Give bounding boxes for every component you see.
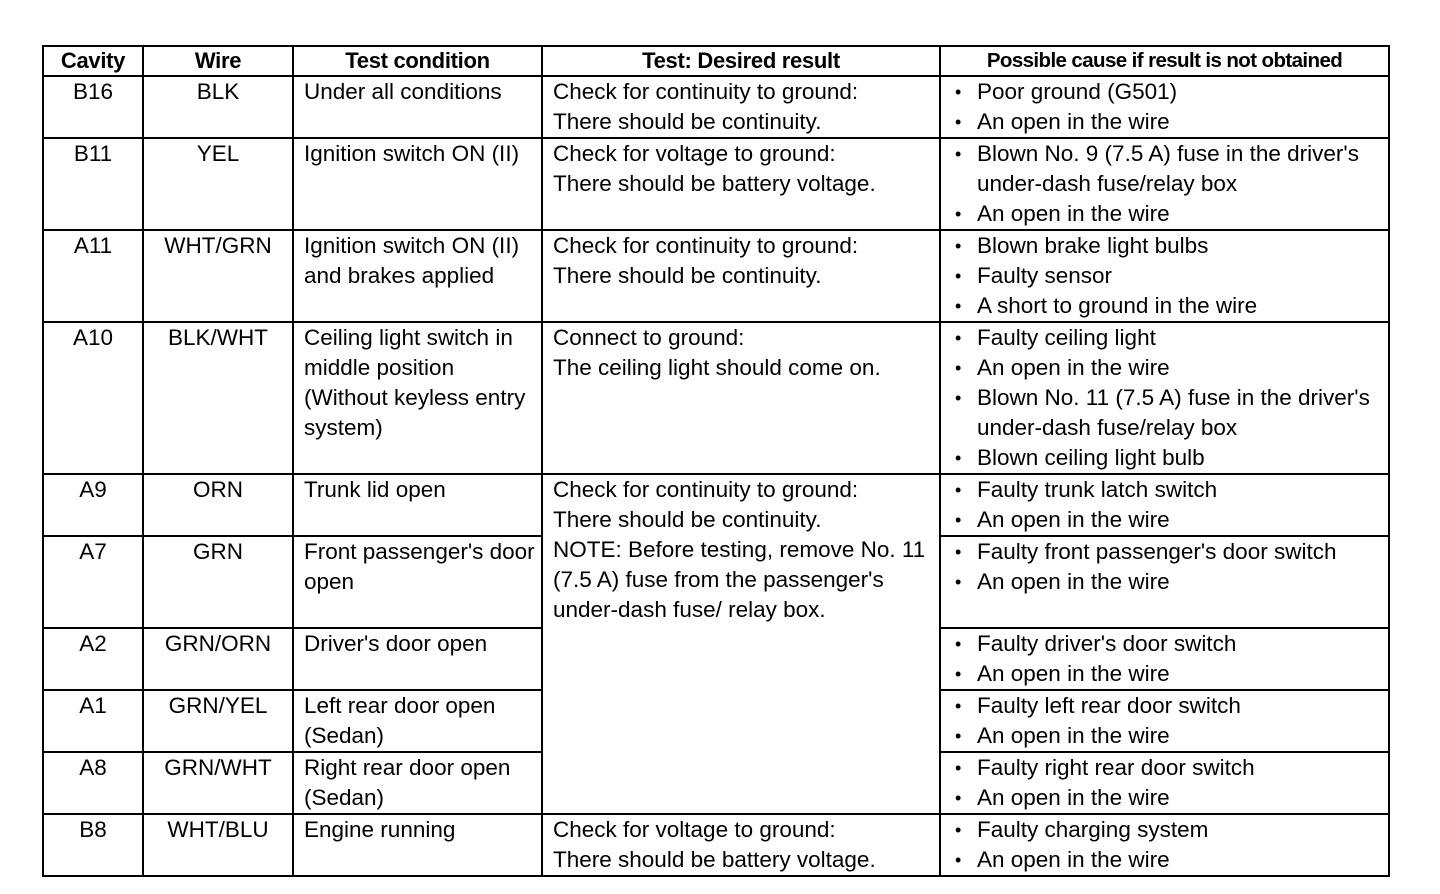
cavity-cell: A1 bbox=[43, 690, 143, 752]
result-line: There should be continuity. bbox=[553, 109, 822, 134]
result-line: Check for continuity to ground: bbox=[553, 79, 859, 104]
result-cell bbox=[542, 474, 940, 814]
header-wire: Wire bbox=[143, 46, 293, 76]
header-desired-result: Test: Desired result bbox=[542, 46, 940, 76]
cavity-cell: A9 bbox=[43, 474, 143, 536]
condition-cell: Driver's door open bbox=[293, 628, 542, 690]
cause-item: • An open in the wire bbox=[953, 845, 1388, 875]
cause-cell bbox=[940, 628, 1389, 690]
cause-item: • Faulty charging system bbox=[953, 815, 1388, 845]
cause-item: • Faulty left rear door switch bbox=[953, 691, 1388, 721]
cause-cell bbox=[940, 322, 1389, 474]
cause-item: • An open in the wire bbox=[953, 505, 1388, 535]
result-note: NOTE: Before testing, remove No. 11 (7.5 A) fuse from the passenger's under-dash fuse/ relay box. bbox=[553, 537, 926, 622]
header-row bbox=[43, 46, 1389, 76]
condition-cell: Engine running bbox=[293, 814, 542, 876]
table-row bbox=[43, 76, 1389, 138]
cavity-cell: B11 bbox=[43, 138, 143, 230]
header-cavity: Cavity bbox=[43, 46, 143, 76]
cause-cell bbox=[940, 814, 1389, 876]
cause-item: • An open in the wire bbox=[953, 199, 1388, 229]
cause-item: • An open in the wire bbox=[953, 567, 1388, 597]
condition-cell: Left rear door open (Sedan) bbox=[293, 690, 542, 752]
cause-item: • Blown No. 11 (7.5 A) fuse in the driver's under-dash fuse/relay box bbox=[953, 383, 1388, 443]
condition-cell: Right rear door open (Sedan) bbox=[293, 752, 542, 814]
wire-cell: GRN/ORN bbox=[143, 628, 293, 690]
result-line: Check for continuity to ground: bbox=[553, 477, 859, 502]
result-line: Check for voltage to ground: bbox=[553, 141, 836, 166]
result-line: There should be battery voltage. bbox=[553, 847, 876, 872]
result-line: Check for voltage to ground: bbox=[553, 817, 836, 842]
cause-item: • An open in the wire bbox=[953, 783, 1388, 813]
result-line: Check for continuity to ground: bbox=[553, 233, 859, 258]
condition-cell: Ceiling light switch in middle position (Without keyless entry system) bbox=[293, 322, 542, 474]
cavity-cell: A7 bbox=[43, 536, 143, 628]
wire-cell: GRN/WHT bbox=[143, 752, 293, 814]
cause-cell bbox=[940, 690, 1389, 752]
cause-item: • Faulty ceiling light bbox=[953, 323, 1388, 353]
cavity-cell: A2 bbox=[43, 628, 143, 690]
result-line: There should be battery voltage. bbox=[553, 171, 876, 196]
condition-cell: Ignition switch ON (II) bbox=[293, 138, 542, 230]
cause-cell bbox=[940, 536, 1389, 628]
result-line: Connect to ground: bbox=[553, 325, 745, 350]
cause-cell bbox=[940, 230, 1389, 322]
table-row bbox=[43, 322, 1389, 474]
cause-cell bbox=[940, 474, 1389, 536]
result-cell bbox=[542, 76, 940, 138]
wire-cell: GRN/YEL bbox=[143, 690, 293, 752]
result-line: The ceiling light should come on. bbox=[553, 355, 881, 380]
cause-item: • Faulty sensor bbox=[953, 261, 1388, 291]
condition-cell: Ignition switch ON (II) and brakes applied bbox=[293, 230, 542, 322]
wire-cell: YEL bbox=[143, 138, 293, 230]
cause-item: • Faulty driver's door switch bbox=[953, 629, 1388, 659]
cavity-cell: A10 bbox=[43, 322, 143, 474]
condition-cell: Under all conditions bbox=[293, 76, 542, 138]
cavity-cell: A8 bbox=[43, 752, 143, 814]
cause-item: • An open in the wire bbox=[953, 721, 1388, 751]
result-line: There should be continuity. bbox=[553, 507, 822, 532]
cause-item: • Blown No. 9 (7.5 A) fuse in the driver's under-dash fuse/relay box bbox=[953, 139, 1388, 199]
condition-cell: Trunk lid open bbox=[293, 474, 542, 536]
cause-item: • Blown ceiling light bulb bbox=[953, 443, 1388, 473]
condition-cell: Front passenger's door open bbox=[293, 536, 542, 628]
table-row bbox=[43, 814, 1389, 876]
wire-cell: BLK bbox=[143, 76, 293, 138]
cause-item: • A short to ground in the wire bbox=[953, 291, 1388, 321]
result-cell bbox=[542, 138, 940, 230]
cause-item: • An open in the wire bbox=[953, 107, 1388, 137]
result-cell bbox=[542, 322, 940, 474]
wire-cell: WHT/GRN bbox=[143, 230, 293, 322]
cause-cell bbox=[940, 752, 1389, 814]
header-test-condition: Test condition bbox=[293, 46, 542, 76]
cause-item: • Blown brake light bulbs bbox=[953, 231, 1388, 261]
cause-item: • An open in the wire bbox=[953, 353, 1388, 383]
cause-item: • Faulty trunk latch switch bbox=[953, 475, 1388, 505]
cause-item: • Poor ground (G501) bbox=[953, 77, 1388, 107]
cause-item: • Faulty right rear door switch bbox=[953, 753, 1388, 783]
cause-item: • Faulty front passenger's door switch bbox=[953, 537, 1388, 567]
connector-test-table-container bbox=[42, 45, 1388, 877]
wire-cell: ORN bbox=[143, 474, 293, 536]
cause-cell bbox=[940, 138, 1389, 230]
cause-item: • An open in the wire bbox=[953, 659, 1388, 689]
wire-cell: WHT/BLU bbox=[143, 814, 293, 876]
result-line: There should be continuity. bbox=[553, 263, 822, 288]
cavity-cell: B16 bbox=[43, 76, 143, 138]
cause-cell bbox=[940, 76, 1389, 138]
header-possible-cause: Possible cause if result is not obtained bbox=[940, 46, 1389, 76]
wire-cell: BLK/WHT bbox=[143, 322, 293, 474]
table-row bbox=[43, 138, 1389, 230]
table-row bbox=[43, 230, 1389, 322]
result-cell bbox=[542, 814, 940, 876]
result-cell bbox=[542, 230, 940, 322]
cavity-cell: A11 bbox=[43, 230, 143, 322]
wire-cell: GRN bbox=[143, 536, 293, 628]
cavity-cell: B8 bbox=[43, 814, 143, 876]
connector-test-table bbox=[42, 45, 1390, 877]
table-row bbox=[43, 474, 1389, 536]
